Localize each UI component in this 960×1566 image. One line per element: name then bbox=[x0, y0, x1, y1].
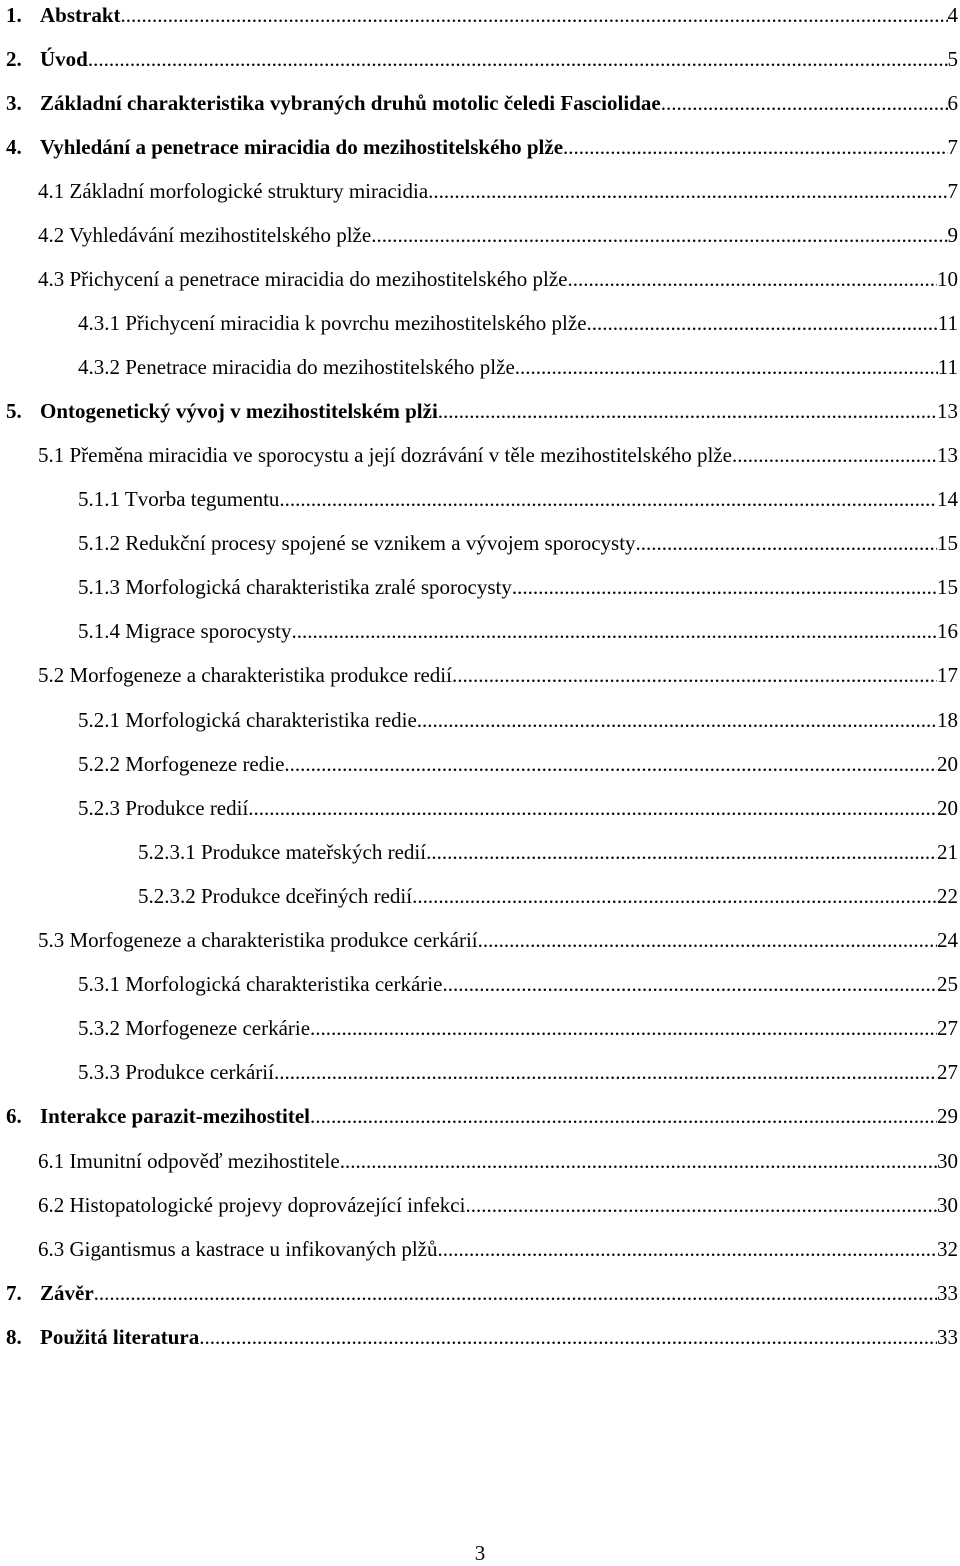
toc-dot-leader bbox=[94, 1278, 937, 1308]
toc-entry-title: Morfologická charakteristika redie bbox=[120, 708, 417, 732]
toc-entry[interactable] bbox=[78, 528, 958, 558]
toc-entry-number: 4.3 bbox=[38, 267, 65, 291]
toc-entry[interactable] bbox=[78, 308, 958, 338]
toc-entry-number: 4.2 bbox=[38, 223, 65, 247]
toc-entry-page: 13 bbox=[937, 443, 958, 467]
toc-entry[interactable] bbox=[78, 572, 958, 602]
toc-entry-title: Přichycení a penetrace miracidia do mezihostitelského plže bbox=[64, 267, 568, 291]
toc-dot-leader bbox=[248, 793, 937, 823]
toc-entry-number: 5.2.2 bbox=[78, 752, 120, 776]
toc-entry[interactable] bbox=[78, 969, 958, 999]
toc-entry[interactable] bbox=[6, 88, 958, 118]
toc-entry-title: Penetrace miracidia do mezihostitelského plže bbox=[120, 355, 515, 379]
toc-dot-leader bbox=[661, 88, 948, 118]
toc-dot-leader bbox=[310, 1101, 937, 1131]
toc-entry[interactable] bbox=[138, 881, 958, 911]
toc-entry-page: 20 bbox=[937, 752, 958, 776]
toc-entry-title: Přichycení miracidia k povrchu mezihostitelského plže bbox=[120, 311, 587, 335]
toc-entry[interactable] bbox=[6, 396, 958, 426]
toc-entry-number: 2. bbox=[6, 47, 22, 71]
toc-entry-page: 11 bbox=[937, 311, 958, 335]
toc-entry-page: 33 bbox=[937, 1325, 958, 1349]
toc-dot-leader bbox=[121, 0, 948, 30]
toc-entry-page: 13 bbox=[937, 399, 958, 423]
toc-entry-number: 4.3.2 bbox=[78, 355, 120, 379]
toc-dot-leader bbox=[284, 749, 937, 779]
toc-entry-page: 30 bbox=[937, 1149, 958, 1173]
toc-entry-page: 30 bbox=[937, 1193, 958, 1217]
toc-entry-page: 15 bbox=[937, 531, 958, 555]
toc-entry-number: 5.1.3 bbox=[78, 575, 120, 599]
toc-entry[interactable] bbox=[78, 705, 958, 735]
toc-entry-title: Přeměna miracidia ve sporocystu a její dozrávání v těle mezihostitelského plže bbox=[64, 443, 732, 467]
toc-dot-leader bbox=[442, 969, 937, 999]
toc-entry-title: Závěr bbox=[40, 1281, 94, 1305]
toc-entry-number: 5.2.3.1 bbox=[138, 840, 196, 864]
toc-entry-number: 5.2.1 bbox=[78, 708, 120, 732]
toc-dot-leader bbox=[428, 176, 947, 206]
toc-entry-title: Vyhledání a penetrace miracidia do mezihostitelského plže bbox=[40, 135, 564, 159]
toc-entry[interactable] bbox=[38, 220, 958, 250]
toc-entry-number: 4.1 bbox=[38, 179, 65, 203]
toc-dot-leader bbox=[199, 1322, 937, 1352]
toc-entry-page: 9 bbox=[947, 223, 958, 247]
toc-dot-leader bbox=[88, 44, 948, 74]
toc-dot-leader bbox=[412, 881, 937, 911]
toc-dot-leader bbox=[587, 308, 938, 338]
toc-entry-title: Gigantismus a kastrace u infikovaných plžů bbox=[64, 1237, 438, 1261]
toc-entry-page: 24 bbox=[937, 928, 958, 952]
toc-entry[interactable] bbox=[38, 176, 958, 206]
toc-entry-title: Tvorba tegumentu bbox=[120, 487, 280, 511]
toc-entry-number: 5. bbox=[6, 399, 22, 423]
toc-entry[interactable] bbox=[78, 352, 958, 382]
toc-dot-leader bbox=[417, 705, 937, 735]
toc-entry-title: Základní charakteristika vybraných druhů motolic čeledi Fasciolidae bbox=[40, 91, 661, 115]
toc-entry[interactable] bbox=[38, 1190, 958, 1220]
toc-entry-number: 5.3.1 bbox=[78, 972, 120, 996]
toc-entry-page: 27 bbox=[937, 1016, 958, 1040]
toc-entry[interactable] bbox=[38, 1234, 958, 1264]
toc-entry-title: Úvod bbox=[40, 47, 88, 71]
toc-entry[interactable] bbox=[138, 837, 958, 867]
toc-entry[interactable] bbox=[38, 660, 958, 690]
toc-entry[interactable] bbox=[78, 616, 958, 646]
toc-entry-number: 4. bbox=[6, 135, 22, 159]
toc-entry-title: Základní morfologické struktury miracidia bbox=[64, 179, 429, 203]
toc-entry-number: 5.3 bbox=[38, 928, 65, 952]
toc-entry-page: 5 bbox=[947, 47, 958, 71]
toc-entry-number: 5.1 bbox=[38, 443, 65, 467]
toc-dot-leader bbox=[515, 352, 938, 382]
toc-entry-page: 33 bbox=[937, 1281, 958, 1305]
toc-entry[interactable] bbox=[6, 1278, 958, 1308]
toc-entry-number: 5.3.3 bbox=[78, 1060, 120, 1084]
toc-entry-title: Produkce mateřských redií bbox=[195, 840, 427, 864]
toc-dot-leader bbox=[567, 264, 937, 294]
toc-dot-leader bbox=[279, 484, 937, 514]
toc-entry-number: 5.1.1 bbox=[78, 487, 120, 511]
toc-entry-number: 6. bbox=[6, 1104, 22, 1128]
toc-entry[interactable] bbox=[78, 749, 958, 779]
toc-entry-page: 20 bbox=[937, 796, 958, 820]
toc-entry-page: 27 bbox=[937, 1060, 958, 1084]
toc-entry-number: 5.2.3.2 bbox=[138, 884, 196, 908]
toc-entry[interactable] bbox=[6, 132, 958, 162]
toc-entry[interactable] bbox=[38, 1146, 958, 1176]
toc-entry-page: 7 bbox=[947, 179, 958, 203]
toc-dot-leader bbox=[426, 837, 937, 867]
toc-entry-number: 5.2 bbox=[38, 663, 65, 687]
toc-entry[interactable] bbox=[38, 925, 958, 955]
toc-entry-number: 6.1 bbox=[38, 1149, 65, 1173]
toc-entry-page: 11 bbox=[937, 355, 958, 379]
toc-entry-page: 4 bbox=[947, 3, 958, 27]
toc-entry-title: Použitá literatura bbox=[40, 1325, 200, 1349]
toc-entry-title: Produkce dceřiných redií bbox=[195, 884, 413, 908]
toc-entry-number: 5.1.4 bbox=[78, 619, 120, 643]
toc-entry-page: 14 bbox=[937, 487, 958, 511]
toc-entry-title: Produkce redií bbox=[120, 796, 249, 820]
toc-entry-number: 8. bbox=[6, 1325, 22, 1349]
toc-entry-title: Vyhledávání mezihostitelského plže bbox=[64, 223, 372, 247]
toc-entry-title: Abstrakt bbox=[40, 3, 121, 27]
toc-entry-title: Morfologická charakteristika cerkárie bbox=[120, 972, 443, 996]
toc-dot-leader bbox=[465, 1190, 937, 1220]
toc-dot-leader bbox=[340, 1146, 937, 1176]
toc-entry-page: 16 bbox=[937, 619, 958, 643]
toc-entry-title: Interakce parazit-mezihostitel bbox=[40, 1104, 310, 1128]
toc-entry[interactable] bbox=[6, 1322, 958, 1352]
toc-entry[interactable] bbox=[6, 44, 958, 74]
page-number: 3 bbox=[474, 1541, 486, 1565]
toc-entry[interactable] bbox=[78, 1013, 958, 1043]
toc-entry-title: Morfogeneze cerkárie bbox=[120, 1016, 311, 1040]
toc-entry-title: Morfologická charakteristika zralé sporocysty bbox=[120, 575, 512, 599]
toc-entry-number: 5.3.2 bbox=[78, 1016, 120, 1040]
toc-dot-leader bbox=[437, 1234, 937, 1264]
toc-entry-number: 1. bbox=[6, 3, 22, 27]
toc-dot-leader bbox=[371, 220, 947, 250]
toc-entry-number: 4.3.1 bbox=[78, 311, 120, 335]
toc-dot-leader bbox=[732, 440, 937, 470]
toc-entry-page: 17 bbox=[937, 663, 958, 687]
toc-entry-number: 6.2 bbox=[38, 1193, 65, 1217]
toc-dot-leader bbox=[512, 572, 937, 602]
toc-entry-title: Produkce cerkárií bbox=[120, 1060, 274, 1084]
toc-entry-page: 7 bbox=[947, 135, 958, 159]
toc-entry-title: Migrace sporocysty bbox=[120, 619, 292, 643]
toc-dot-leader bbox=[452, 660, 937, 690]
toc-dot-leader bbox=[310, 1013, 937, 1043]
toc-entry[interactable] bbox=[78, 484, 958, 514]
toc-entry-number: 6.3 bbox=[38, 1237, 65, 1261]
toc-entry[interactable] bbox=[78, 793, 958, 823]
toc-entry-number: 3. bbox=[6, 91, 22, 115]
toc-dot-leader bbox=[438, 396, 937, 426]
toc-entry-number: 5.1.2 bbox=[78, 531, 120, 555]
toc-entry-page: 6 bbox=[947, 91, 958, 115]
toc-entry-title: Morfogeneze a charakteristika produkce cerkárií bbox=[64, 928, 478, 952]
toc-dot-leader bbox=[291, 616, 937, 646]
toc-entry-title: Morfogeneze redie bbox=[120, 752, 285, 776]
toc-entry-page: 22 bbox=[937, 884, 958, 908]
toc-entry[interactable] bbox=[38, 264, 958, 294]
toc-dot-leader bbox=[636, 528, 937, 558]
toc-entry-title: Histopatologické projevy doprovázející infekci bbox=[64, 1193, 466, 1217]
toc-entry-title: Morfogeneze a charakteristika produkce redií bbox=[64, 663, 452, 687]
toc-entry[interactable] bbox=[6, 1101, 958, 1131]
toc-entry-page: 29 bbox=[937, 1104, 958, 1128]
toc-entry-title: Redukční procesy spojené se vznikem a vývojem sporocysty bbox=[120, 531, 636, 555]
toc-entry-page: 18 bbox=[937, 708, 958, 732]
toc-dot-leader bbox=[274, 1057, 937, 1087]
toc-dot-leader bbox=[563, 132, 947, 162]
toc-entry-page: 10 bbox=[937, 267, 958, 291]
toc-dot-leader bbox=[478, 925, 937, 955]
toc-entry[interactable] bbox=[38, 440, 958, 470]
toc-entry-title: Ontogenetický vývoj v mezihostitelském plži bbox=[40, 399, 438, 423]
toc-entry-page: 21 bbox=[937, 840, 958, 864]
toc-entry-page: 15 bbox=[937, 575, 958, 599]
toc-entry-title: Imunitní odpověď mezihostitele bbox=[64, 1149, 340, 1173]
toc-entry-page: 25 bbox=[937, 972, 958, 996]
toc-entry-number: 5.2.3 bbox=[78, 796, 120, 820]
toc-entry-page: 32 bbox=[937, 1237, 958, 1261]
toc-entry[interactable] bbox=[78, 1057, 958, 1087]
toc-entry-number: 7. bbox=[6, 1281, 22, 1305]
toc-entry[interactable] bbox=[6, 0, 958, 30]
